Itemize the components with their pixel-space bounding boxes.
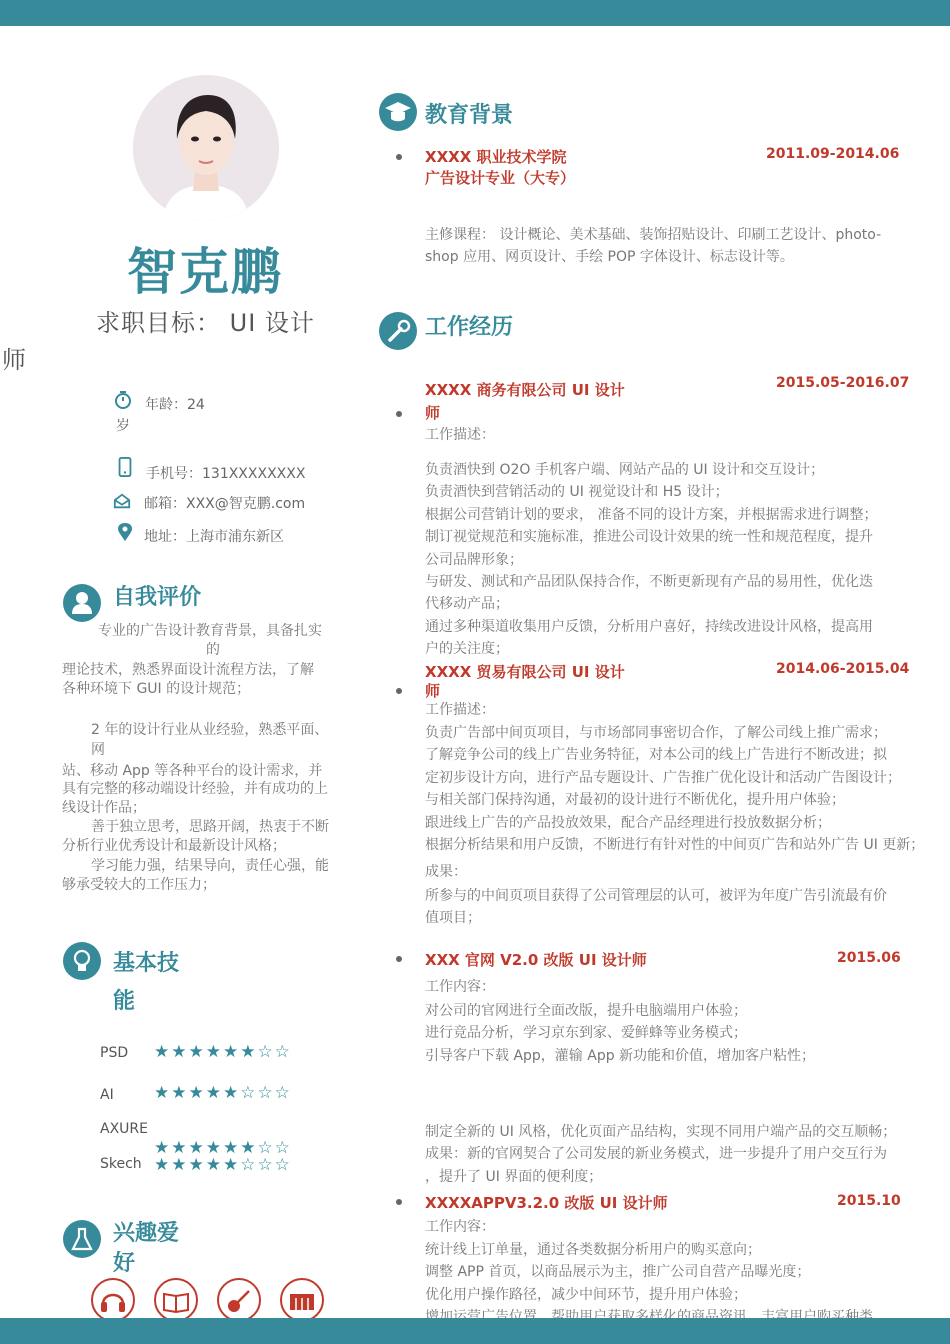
skill-rating-stars: ★★★★★★☆☆ xyxy=(154,1042,292,1062)
self-eval-line: 具有完整的移动端设计经验，并有成功的上 xyxy=(62,781,328,797)
job-company-wrap: 师 xyxy=(425,404,441,422)
skill-name: PSD xyxy=(100,1045,129,1061)
self-eval-line: 站、移动 App 等各种平台的设计需求，并 xyxy=(62,763,323,779)
work-title: 工作经历 xyxy=(425,315,514,340)
project-content-label: 工作内容： xyxy=(425,1219,495,1235)
guitar-icon xyxy=(217,1278,261,1322)
job-description-label: 工作描述： xyxy=(425,702,495,718)
list-bullet xyxy=(396,688,402,694)
self-eval-line: 够承受较大的工作压力； xyxy=(62,877,216,893)
candidate-name: 智克鹏 xyxy=(127,243,283,301)
self-eval-line: 专业的广告设计教育背景，具备扎实 xyxy=(98,623,322,639)
job-objective: 求职目标： UI 设计 xyxy=(96,309,315,337)
phone-icon xyxy=(116,457,134,477)
project-date: 2015.06 xyxy=(837,950,901,966)
job-date: 2014.06-2015.04 xyxy=(776,661,910,677)
self-eval-line: 2 年的设计行业从业经验，熟悉平面、 xyxy=(91,722,329,738)
education-date: 2011.09-2014.06 xyxy=(766,146,900,162)
education-title: 教育背景 xyxy=(425,103,514,128)
skill-name: AXURE xyxy=(100,1121,148,1137)
email-text: 邮箱：XXX@智克鹏.com xyxy=(144,496,306,512)
skills-title: 基本技 xyxy=(113,951,180,976)
job-description: 负责酒快到 O2O 手机客户端、网站产品的 UI 设计和交互设计； 负责酒快到营销活动的 UI 视觉设计和 H5 设计； 根据公司营销计划的要求， 准备不同的设计方案，并根据需求进行调整； 制订视觉规范和实施标准，推进公司设计效果的统一性和规范程度，提升 公司品牌形象； 与研发、测试和产品团队保持合作，不断更新现有产品的易用性，优化迭 代移动产品； 通过多种渠道收集用户反馈，分析用户喜好，持续改进设计风格，提高用 户的关注度； xyxy=(425,462,878,658)
job-description: 负责广告部中间页项目，与市场部同事密切合作，了解公司线上推广需求； 了解竞争公司的线上广告业务特征，对本公司的线上广告进行不断改进；拟 定初步设计方向，进行产品专题设计、广告推广优化设计和活动广告图设计； 与相关部门保持沟通，对最初的设计进行不断优化，提升用户体验； 跟进线上广告的产品投放效果，配合产品经理进行投放数据分析； 根据分析结果和用户反馈，不断进行有针对性的中间页广告和站外广告 UI 更新； xyxy=(425,725,925,854)
address-text: 地址：上海市浦东新区 xyxy=(144,529,284,545)
avatar xyxy=(133,75,279,221)
list-bullet xyxy=(396,411,402,417)
lightbulb-icon xyxy=(63,942,101,980)
job-description-label: 工作描述： xyxy=(425,427,495,443)
skill-rating-stars: ★★★★★★☆☆ xyxy=(154,1138,292,1158)
phone-text: 手机号：131XXXXXXXX xyxy=(146,466,306,482)
job-result: 所参与的中间页项目获得了公司管理层的认可，被评为年度广告引流最有价 值项目； xyxy=(425,888,887,927)
book-icon xyxy=(154,1278,198,1322)
job-objective-wrap: 师 xyxy=(2,346,26,374)
top-banner xyxy=(0,0,950,26)
project-name: XXX 官网 V2.0 改版 UI 设计师 xyxy=(425,951,647,969)
wrench-icon xyxy=(379,312,417,350)
project-content: 对公司的官网进行全面改版，提升电脑端用户体验； 进行竞品分析，学习京东到家、爱鲜蜂等业务模式； 引导客户下载 App，灌输 App 新功能和价值，增加客户粘性； xyxy=(425,1003,816,1064)
school-name: XXXX 职业技术学院 xyxy=(425,148,567,166)
skill-name: Skech xyxy=(100,1156,142,1172)
headphones-icon xyxy=(91,1278,135,1322)
major-name: 广告设计专业（大专） xyxy=(425,169,576,187)
flask-icon xyxy=(63,1220,101,1258)
project-name: XXXXAPPV3.2.0 改版 UI 设计师 xyxy=(425,1194,668,1212)
skills-title-wrap: 能 xyxy=(113,989,136,1014)
self-eval-line: 各种环境下 GUI 的设计规范； xyxy=(62,681,251,697)
person-icon xyxy=(63,584,101,622)
portrait-photo xyxy=(133,75,279,221)
courses-text: 主修课程： 设计概论、美术基础、装饰招贴设计、印刷工艺设计、photo- shop 应用、网页设计、手绘 POP 字体设计、标志设计等。 xyxy=(425,227,882,266)
self-eval-line: 学习能力强，结果导向，责任心强，能 xyxy=(91,858,329,874)
hobbies-title: 兴趣爱 xyxy=(113,1221,180,1246)
timer-icon xyxy=(114,390,132,410)
job-company: XXXX 贸易有限公司 UI 设计 xyxy=(425,663,625,681)
job-result-label: 成果： xyxy=(425,864,467,880)
location-pin-icon xyxy=(116,522,134,542)
self-eval-line: 善于独立思考，思路开阔，热衷于不断 xyxy=(91,819,329,835)
self-eval-line: 线设计作品； xyxy=(62,800,146,816)
piano-icon xyxy=(280,1278,324,1322)
self-eval-title: 自我评价 xyxy=(113,585,202,610)
project-content-extra: 制定全新的 UI 风格，优化页面产品结构，实现不同用户端产品的交互顺畅； 成果：新的官网契合了公司发展的新业务模式，进一步提升了用户交互行为 ，提升了 UI 界面的便利度； xyxy=(425,1124,897,1185)
project-date: 2015.10 xyxy=(837,1193,901,1209)
list-bullet xyxy=(396,1199,402,1205)
self-eval-line: 的 xyxy=(206,642,220,658)
skill-rating-stars: ★★★★★☆☆☆ xyxy=(154,1083,292,1103)
project-content: 统计线上订单量，通过各类数据分析用户的购买意向； 调整 APP 首页，以商品展示为主，推广公司自营产品曝光度； 优化用户操作路径，减少中间环节，提升用户体验； xyxy=(425,1242,811,1303)
list-bullet xyxy=(396,956,402,962)
age-text: 年龄：24 xyxy=(145,397,205,413)
self-eval-line: 理论技术，熟悉界面设计流程方法，了解 xyxy=(62,662,314,678)
job-date: 2015.05-2016.07 xyxy=(776,375,910,391)
graduation-cap-icon xyxy=(379,93,417,131)
self-eval-line: 网 xyxy=(91,742,105,758)
project-content-label: 工作内容： xyxy=(425,979,495,995)
bottom-banner xyxy=(0,1318,950,1344)
job-company-wrap: 师 xyxy=(425,682,441,700)
self-eval-line: 分析行业优秀设计和最新设计风格； xyxy=(62,838,286,854)
age-unit: 岁 xyxy=(116,418,130,434)
hobbies-title-wrap: 好 xyxy=(113,1251,136,1276)
email-icon xyxy=(113,491,131,511)
skill-name: AI xyxy=(100,1087,114,1103)
job-company: XXXX 商务有限公司 UI 设计 xyxy=(425,381,625,399)
list-bullet xyxy=(396,154,402,160)
skill-rating-stars: ★★★★★☆☆☆ xyxy=(154,1155,292,1175)
